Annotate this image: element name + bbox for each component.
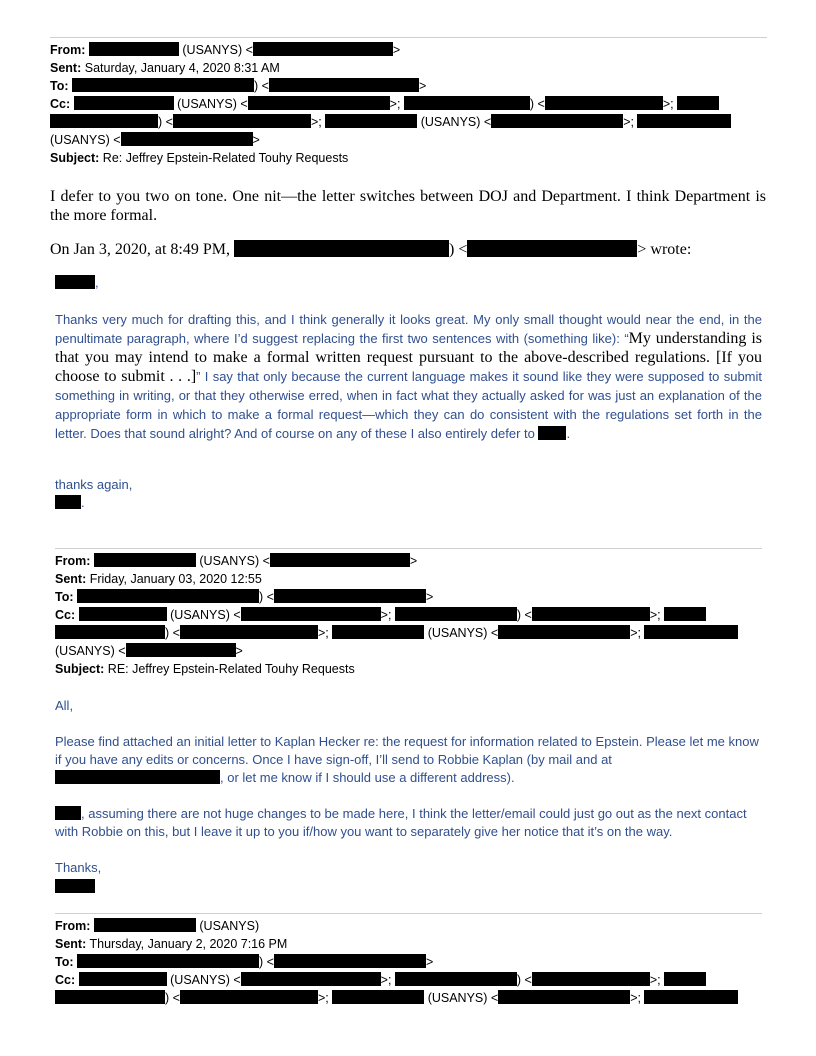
period: . — [81, 495, 85, 510]
to-label: To: — [50, 79, 69, 93]
redaction — [72, 78, 254, 92]
semi: >; — [317, 626, 329, 640]
separator-rule — [55, 548, 762, 549]
greeting-comma: , — [95, 275, 99, 290]
redaction — [664, 607, 706, 621]
to-label: To: — [55, 590, 74, 604]
sent-date: Friday, January 03, 2020 12:55 — [89, 572, 262, 586]
gt: > — [252, 133, 260, 147]
quoted-text: Thanks very much for drafting this, and I think generally it looks great. My only small thought would near the end, in the penultimate paragraph, where I’d suggest replacing the first two sentences with (something like): “ — [55, 312, 762, 346]
cc-org: (USANYS) < — [177, 97, 248, 111]
redaction — [545, 96, 663, 110]
redaction — [498, 625, 630, 639]
redaction — [173, 114, 311, 128]
from-label: From: — [55, 554, 91, 568]
punct: ) < — [516, 973, 532, 987]
semi: >; — [317, 991, 329, 1005]
redaction — [274, 954, 426, 968]
from-org: (USANYS) < — [199, 554, 270, 568]
semi: >; — [380, 973, 392, 987]
email-thanks: Thanks, — [55, 860, 102, 875]
paragraph-text: Please find attached an initial letter to Kaplan Hecker re: the request for information related to Epstein. Please let me know if you have any edits or concerns. Once I have sign-off, I’ll send to Robbie Kaplan (by mail and at — [55, 734, 759, 767]
gt: > — [409, 554, 418, 568]
redaction — [77, 954, 259, 968]
cc-org: (USANYS) < — [427, 991, 499, 1005]
redaction — [491, 114, 623, 128]
semi: >; — [630, 626, 641, 640]
redaction — [395, 972, 517, 986]
redaction — [74, 96, 174, 110]
quote-suffix: > wrote: — [637, 241, 692, 258]
redaction — [77, 589, 259, 603]
email-body: I defer to you two on tone. One nit—the letter switches between DOJ and Department. I think Department is the more formal. — [50, 188, 766, 224]
semi: >; — [630, 991, 641, 1005]
email-header — [50, 41, 770, 167]
redaction — [498, 990, 630, 1004]
redaction — [94, 918, 196, 932]
quoted-greeting — [55, 274, 99, 292]
redaction — [644, 625, 738, 639]
redaction — [55, 879, 95, 893]
cc-org: (USANYS) < — [427, 626, 499, 640]
redaction — [532, 607, 650, 621]
redaction — [395, 607, 517, 621]
paragraph-text: , or let me know if I should use a different address). — [220, 770, 515, 785]
semi: >; — [389, 97, 401, 111]
gt: > — [418, 79, 427, 93]
paragraph-text: , assuming there are not huge changes to be made here, I think the letter/email could just go out as the next contact with Robbie on this, but I leave it up to you if/how you want to separately give her notice that it’s on the way. — [55, 806, 747, 839]
punct: ) < — [259, 955, 274, 969]
redaction — [644, 990, 738, 1004]
redaction — [55, 625, 165, 639]
redaction — [89, 42, 179, 56]
redaction — [55, 495, 81, 509]
separator-rule — [50, 37, 767, 38]
from-label: From: — [55, 919, 91, 933]
redaction — [126, 643, 236, 657]
redaction — [94, 553, 196, 567]
redaction — [180, 990, 318, 1004]
redaction — [234, 240, 449, 257]
sent-date: Thursday, January 2, 2020 7:16 PM — [89, 937, 288, 951]
redaction — [404, 96, 530, 110]
cc-label: Cc: — [55, 973, 76, 987]
redaction — [241, 607, 381, 621]
to-label: To: — [55, 955, 74, 969]
semi: >; — [662, 97, 674, 111]
separator-rule — [55, 913, 762, 914]
punct: ) < — [158, 115, 173, 129]
redaction — [55, 806, 81, 820]
cc-org: (USANYS) < — [420, 115, 492, 129]
quoted-signature — [55, 494, 85, 512]
cc-org: (USANYS) < — [170, 973, 241, 987]
email-header — [55, 552, 775, 678]
gt: > — [425, 955, 434, 969]
punct: ) < — [259, 590, 274, 604]
redaction — [55, 770, 220, 784]
cc-org: (USANYS) < — [50, 133, 121, 147]
redaction — [269, 78, 419, 92]
subject-text: Re: Jeffrey Epstein-Related Touhy Requests — [102, 151, 349, 165]
redaction — [50, 114, 158, 128]
semi: >; — [623, 115, 634, 129]
period: . — [566, 426, 571, 441]
quote-attribution — [50, 240, 766, 259]
gt: > — [425, 590, 434, 604]
semi: >; — [310, 115, 322, 129]
sent-label: Sent: — [50, 61, 82, 75]
punct: ) < — [165, 626, 180, 640]
subject-label: Subject: — [55, 662, 105, 676]
redaction — [637, 114, 731, 128]
sent-label: Sent: — [55, 572, 87, 586]
redaction — [253, 42, 393, 56]
cc-label: Cc: — [50, 97, 71, 111]
suggested-text: My understanding is that you may intend to make a formal written request pursuant to the above-described regulations. [If you choose to submit . . .] — [55, 330, 762, 385]
punct: ) < — [165, 991, 180, 1005]
redaction — [677, 96, 719, 110]
redaction — [532, 972, 650, 986]
subject-label: Subject: — [50, 151, 100, 165]
redaction — [180, 625, 318, 639]
semi: >; — [649, 608, 661, 622]
redaction — [79, 607, 167, 621]
redaction — [664, 972, 706, 986]
semi: >; — [380, 608, 392, 622]
quoted-paragraph — [55, 310, 762, 443]
email-header — [55, 917, 775, 1007]
gt: > — [392, 43, 401, 57]
redaction — [270, 553, 410, 567]
punct: ) < — [529, 97, 545, 111]
quoted-text: ” I say that only because the current language makes it sound like they were supposed to submit something in writing, or that they otherwise erred, when in fact what they actually asked for was just an explanation of the appropriate form in which to make a formal request—which they can do consistent with the regulations set forth in the letter. Does that sound alright? And of course on any of these I also entirely defer to — [55, 369, 762, 441]
sent-date: Saturday, January 4, 2020 8:31 AM — [84, 61, 280, 75]
semi: >; — [649, 973, 661, 987]
gt: > — [235, 644, 243, 658]
quoted-thanks: thanks again, — [55, 477, 133, 492]
from-org: (USANYS) — [199, 919, 260, 933]
cc-label: Cc: — [55, 608, 76, 622]
redaction — [121, 132, 253, 146]
email-paragraph — [55, 733, 762, 787]
redaction — [538, 426, 566, 440]
redaction — [55, 990, 165, 1004]
redaction — [79, 972, 167, 986]
punct: ) < — [449, 241, 468, 258]
redaction — [55, 275, 95, 289]
punct: ) < — [254, 79, 269, 93]
redaction — [325, 114, 417, 128]
sent-label: Sent: — [55, 937, 87, 951]
redaction — [241, 972, 381, 986]
redaction — [467, 240, 637, 257]
email-greeting: All, — [55, 698, 74, 713]
redaction — [332, 625, 424, 639]
email-signature — [55, 879, 95, 893]
email-paragraph — [55, 805, 762, 841]
punct: ) < — [516, 608, 532, 622]
quote-prefix: On Jan 3, 2020, at 8:49 PM, — [50, 241, 230, 258]
cc-org: (USANYS) < — [170, 608, 241, 622]
from-label: From: — [50, 43, 86, 57]
subject-text: RE: Jeffrey Epstein-Related Touhy Requests — [107, 662, 355, 676]
redaction — [332, 990, 424, 1004]
redaction — [248, 96, 390, 110]
cc-org: (USANYS) < — [55, 644, 126, 658]
from-org: (USANYS) < — [182, 43, 253, 57]
redaction — [274, 589, 426, 603]
